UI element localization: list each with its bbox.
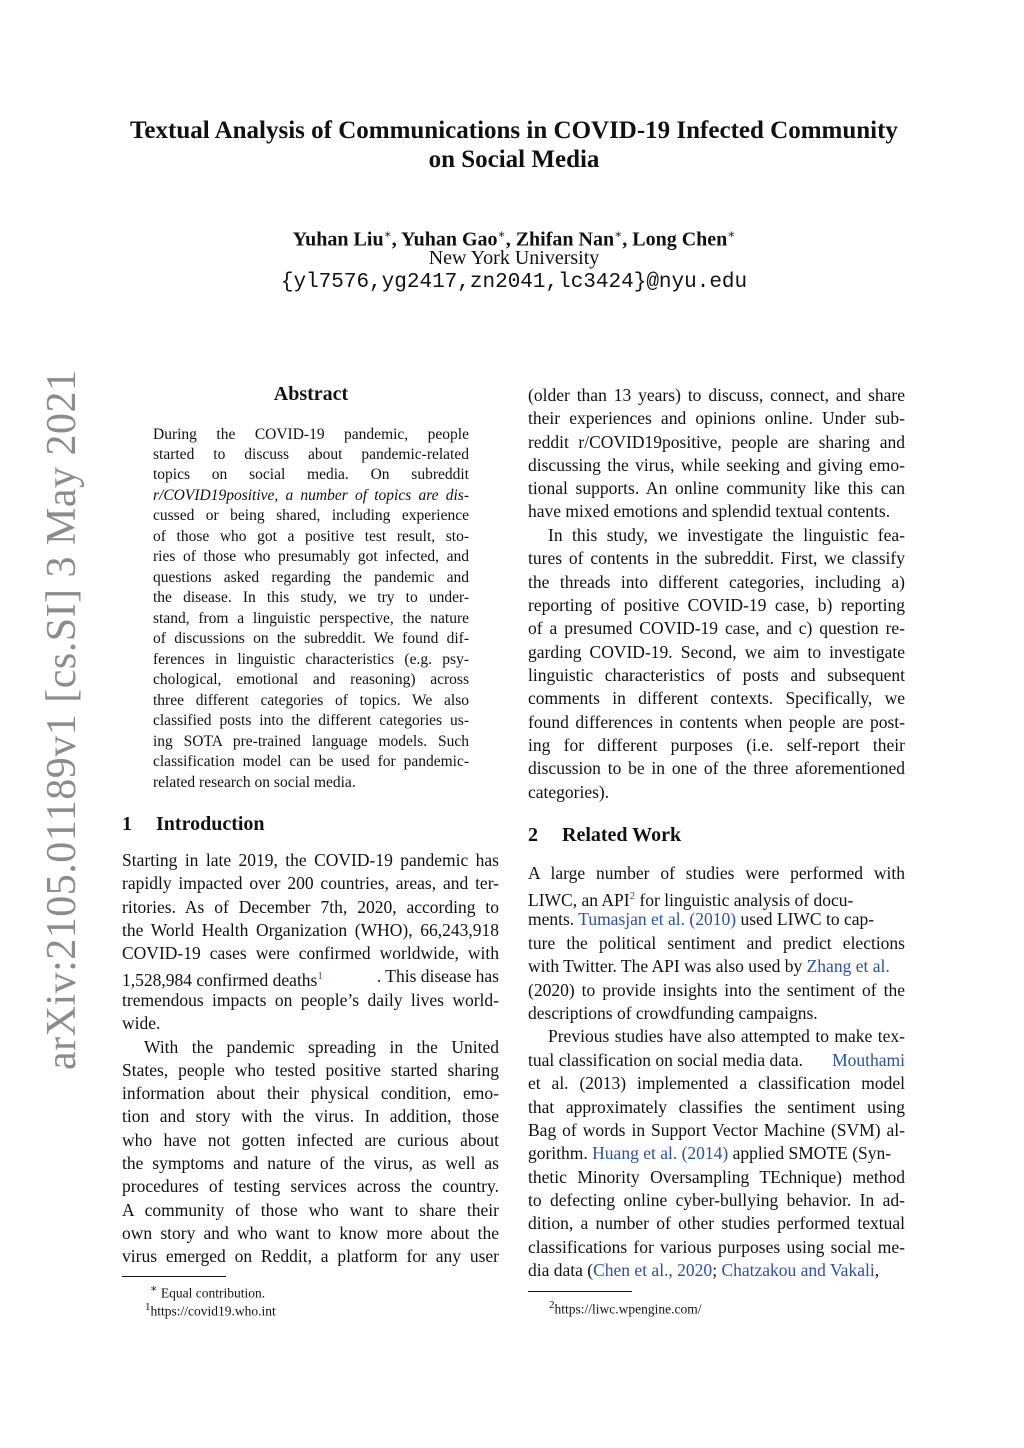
body-line: of a presumed COVID-19 case, and c) question re- [528,618,905,638]
citation-mouthami-2013[interactable]: Mouthami [832,1050,905,1070]
author-separator: , [505,228,516,251]
abstract-line: r/COVID19positive, a number of topics are dis- [153,487,469,504]
intro-line: own story and who want to know more about the [122,1223,499,1243]
related-line: thetic Minority Oversampling TEchnique) method [528,1167,905,1187]
section-heading-related-work [528,824,681,847]
abstract-line: started to discuss about pandemic-related [153,446,469,463]
related-line: classifications for various purposes using social me- [528,1237,905,1257]
body-line: their experiences and opinions online. Under sub- [528,408,905,428]
body-line: comments in different contexts. Specifically, we [528,688,905,708]
body-line: tures of contents in the subreddit. First, we classify [528,548,905,568]
abstract-line: three different categories of topics. We also [153,692,469,709]
citation-huang-2014[interactable]: Huang et al. (2014) [592,1143,729,1163]
related-text: applied SMOTE (Syn- [728,1143,892,1163]
affiliation: New York University [428,247,600,269]
intro-text: 1,528,984 confirmed deaths [122,969,318,990]
related-line: Previous studies have also attempted to make tex- [548,1026,905,1046]
intro-line: the symptoms and nature of the virus, as well as [122,1153,499,1173]
equal-contribution-mark: ∗ [614,227,623,241]
abstract-line: classified posts into the different categories us- [153,712,469,729]
abstract-line: topics on social media. On subreddit [153,466,469,483]
body-line: linguistic characteristics of posts and subsequent [528,665,905,685]
abstract-line: the disease. In this study, we try to under- [153,589,469,606]
author-name: Yuhan Gao [401,228,498,251]
body-line: found differences in contents when people are post- [528,712,905,732]
section-number: 1 [122,813,132,835]
author-name: Zhifan Nan [515,228,615,251]
body-line: reporting of positive COVID-19 case, b) reporting [528,595,905,615]
intro-line: wide. [122,1013,161,1033]
body-line: reddit r/COVID19positive, people are sharing and [528,432,905,452]
citation-zhang-2020[interactable]: Zhang et al. [806,956,890,976]
abstract-line: cussed or being shared, including experience [153,507,469,524]
section-number: 2 [528,824,538,846]
related-text: gorithm. [528,1143,588,1163]
related-text: dia data ( [528,1260,594,1280]
intro-line: States, people who tested positive started sharing [122,1060,499,1080]
body-line: (older than 13 years) to discuss, connect, and share [528,385,905,405]
body-line: In this study, we investigate the linguistic fea- [548,525,905,545]
author-separator: , [622,228,633,251]
abstract-heading: Abstract [273,383,349,405]
section-heading-introduction [122,813,265,836]
intro-line: With the pandemic spreading in the United [144,1037,499,1057]
title-line-1: Textual Analysis of Communications in COVID-19 Infected Community [130,117,898,144]
related-line [528,1142,905,1165]
body-line: ing for different purposes (i.e. self-report their [528,735,905,755]
intro-line [122,965,499,992]
abstract-line: stand, from a linguistic perspective, the nature [153,610,469,627]
related-line [528,908,905,931]
related-text: for linguistic analysis of docu- [635,889,854,910]
intro-line: tion and story with the virus. In addition, those [122,1106,499,1126]
abstract-line: of those who got a positive test result, sto- [153,528,469,545]
footnote-2-link[interactable]: 2 [629,890,636,902]
section-title: Introduction [156,813,265,835]
intro-line: procedures of testing services across the country. [122,1176,499,1196]
footnote-mark: 2 [549,1299,555,1311]
section-title: Related Work [562,824,682,846]
body-line: have mixed emotions and splendid textual contents. [528,501,891,521]
related-line: dition, a number of other studies performed textual [528,1213,905,1233]
footnote-rule [122,1276,226,1277]
paper-title [100,116,928,174]
citation-chatzakou-vakali[interactable]: Chatzakou and Vakali [721,1260,875,1280]
body-line: the threads into different categories, including a) [528,572,905,592]
intro-line: information about their physical condition, emo- [122,1083,499,1103]
abstract-line: During the COVID-19 pandemic, people [153,426,469,443]
footnote-url[interactable]: https://liwc.wpengine.com/ [554,1301,702,1317]
related-text: LIWC, an API [528,889,630,910]
related-text: ments. [528,909,575,929]
related-line: descriptions of crowdfunding campaigns. [528,1003,818,1023]
related-line [528,1049,905,1072]
related-text: ; [712,1260,722,1280]
related-line: et al. (2013) implemented a classification model [528,1073,905,1093]
footnote-text: Equal contribution. [157,1285,266,1301]
footnote-1-link[interactable]: 1 [317,970,323,982]
related-text: tual classification on social media data. [528,1050,804,1070]
footnote-mark: 1 [145,1301,151,1313]
abstract-line: ries of those who presumably got infected, and [153,548,469,565]
footnote-mark: ∗ [150,1283,158,1295]
related-line: (2020) to provide insights into the sentiment of the [528,980,905,1000]
related-text: , [874,1260,880,1280]
body-line: tional supports. An online community like this can [528,478,905,498]
footnote-2 [549,1297,701,1318]
author-name: Long Chen [632,228,728,251]
intro-line: the World Health Organization (WHO), 66,243,918 [122,920,499,940]
abstract-line: ing SOTA pre-trained language models. Such [153,733,469,750]
related-line [528,955,905,978]
intro-text: . This disease has [376,966,499,986]
equal-contribution-mark: ∗ [383,227,392,241]
footnote-url[interactable]: https://covid19.who.int [150,1303,276,1319]
intro-line: tremendous impacts on people’s daily lives world- [122,990,499,1010]
abstract-line: of discussions on the subreddit. We found dif- [153,630,469,647]
intro-line: who have not gotten infected are curious about [122,1130,499,1150]
equal-contribution-mark: ∗ [727,227,736,241]
title-line-2: on Social Media [428,146,600,173]
intro-line: Starting in late 2019, the COVID-19 pandemic has [122,850,499,870]
equal-contribution-mark: ∗ [497,227,506,241]
author-emails: {yl7576,yg2417,zn2041,lc3424}@nyu.edu [280,271,748,294]
body-line: garding COVID-19. Second, we aim to investigate [528,642,905,662]
related-line: Bag of words in Support Vector Machine (SVM) al- [528,1120,905,1140]
related-text: used LIWC to cap- [736,909,875,929]
related-text: with Twitter. The API was also used by [528,956,803,976]
related-line: A large number of studies were performed with [528,863,905,883]
related-line [528,1259,905,1282]
citation-chen-2020[interactable]: Chen et al., 2020 [593,1260,713,1280]
body-line: categories). [528,782,610,802]
related-line: that approximately classifies the sentiment using [528,1097,905,1117]
author-name: Yuhan Liu [292,228,384,251]
intro-line: COVID-19 cases were confirmed worldwide, with [122,943,499,963]
related-line: to defecting online cyber-bullying behavior. In ad- [528,1190,905,1210]
author-separator: , [391,228,401,251]
intro-line: virus emerged on Reddit, a platform for any user [122,1246,499,1266]
abstract-line: chological, emotional and reasoning) across [153,671,469,688]
arxiv-identifier: arXiv:2105.01189v1 [cs.SI] 3 May 2021 [39,369,85,1070]
body-line: discussion to be in one of the three aforementioned [528,758,905,778]
related-line: ture the political sentiment and predict elections [528,933,905,953]
intro-line: A community of those who want to share their [122,1200,499,1220]
citation-tumasjan-2010[interactable]: Tumasjan et al. (2010) [578,909,737,929]
body-line: discussing the virus, while seeking and giving emo- [528,455,905,475]
abstract-line: questions asked regarding the pandemic and [153,569,469,586]
abstract-line: classification model can be used for pandemic- [153,753,469,770]
intro-line: ritories. As of December 7th, 2020, according to [122,897,499,917]
abstract-line: related research on social media. [153,774,356,791]
intro-line: rapidly impacted over 200 countries, areas, and ter- [122,873,499,893]
footnote-rule [528,1291,632,1292]
footnote-1 [145,1299,276,1320]
abstract-line: ferences in linguistic characteristics (e.g. psy- [153,651,469,668]
